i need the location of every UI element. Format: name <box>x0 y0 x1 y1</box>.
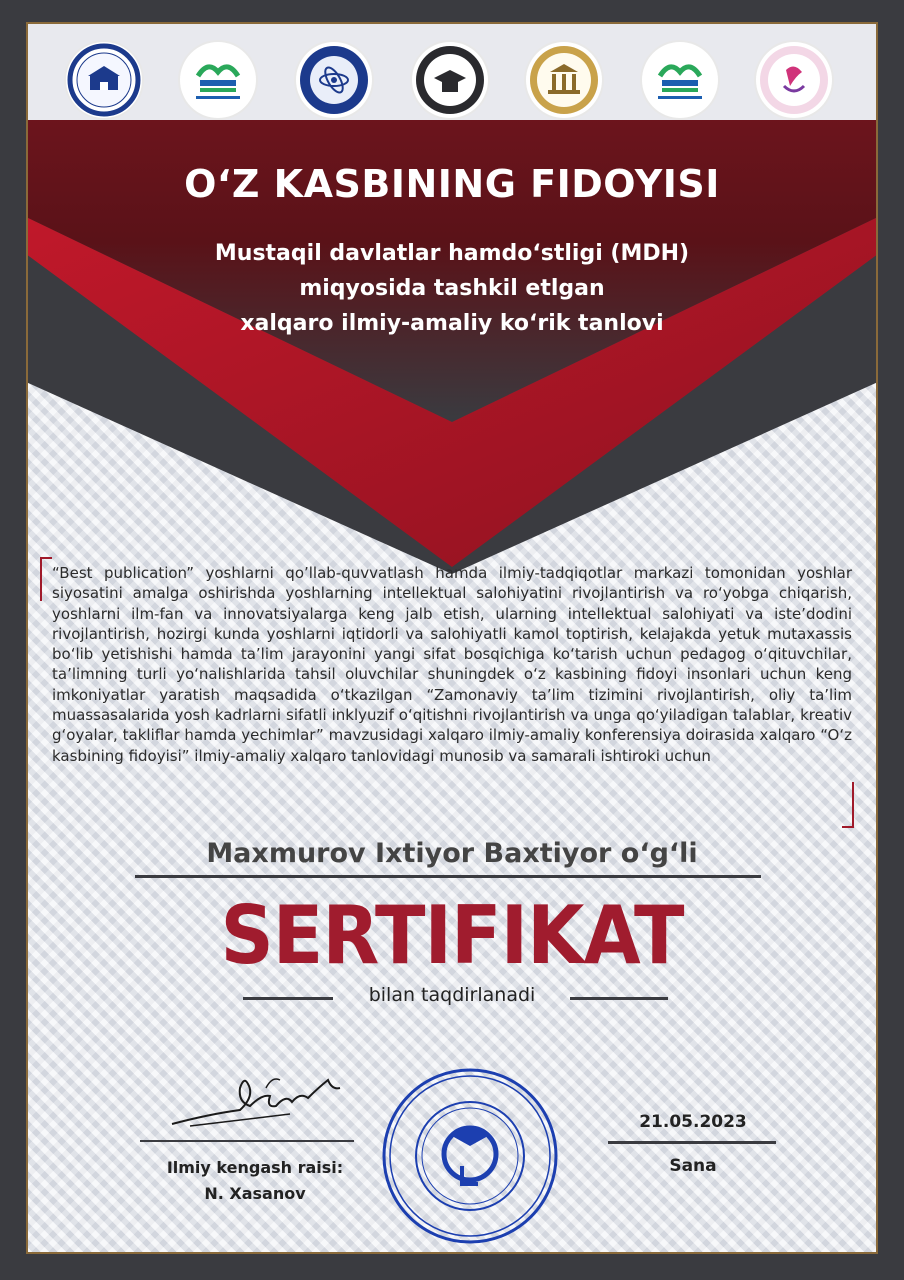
logo-row <box>26 40 878 120</box>
science-emblem-icon <box>296 42 372 118</box>
certificate-body-text: “Best publication” yoshlarni qo’llab-quvvatlash hamda ilmiy-tadqiqotlar markazi tomonidan yoshlar siyosatini amalga oshirishda yoshlarning intellektual salohiyatini rivojlantirish va ro‘yobga chiqarish, yoshlarni ilm-fan va innovatsiyalarga keng jalb etish, ularning intellektual salohiyati va iste’dodini rivojlantirish, hozirgi kunda yoshlarni iqtidorli va salohiyatli kamol toptirish, kelajakda yetuk mutaxassis bo‘lib yetishishi hamda ta’lim jarayonini yangi sifat bosqichiga ko‘tarish uchun pedagog o‘qituvchilar, ta’limning turli yo‘nalishlarida tahsil oluvchilar shuningdek o‘z kasbining fidoyi insonlari uchun keng imkoniyatlar yaratish maqsadida o‘tkazilgan “Zamonaviy ta’lim tizimini rivojlantirish, oliy ta’lim muassasalarida yosh kadrlarni sifatli inklyuzif o‘qitishni rivojlantirish va unga qo‘yiladigan talablar, kreativ g‘oyalar, takliflar hamda yechimlar” mavzusidagi xalqaro ilmiy-amaliy konferensiya doirasida xalqaro “O‘z kasbining fidoyisi” ilmiy-amaliy xalqaro tanlovidagi munosib va samarali ishtiroki uchun <box>52 564 852 765</box>
recipient-name: Maxmurov Ixtiyor Baxtiyor o‘g‘li <box>206 838 698 869</box>
tadbirkor-ayol-icon <box>756 42 832 118</box>
yoshlar-ittifoqi-icon <box>642 42 718 118</box>
signature-line <box>140 1140 354 1142</box>
columns-building-icon <box>526 42 602 118</box>
official-stamp <box>380 1066 560 1246</box>
signatory-name: N. Xasanov <box>204 1184 306 1203</box>
certificate-title: O‘Z KASBINING FIDOYISI <box>184 162 720 206</box>
recipient-underline <box>135 875 761 878</box>
date-underline <box>608 1141 776 1144</box>
graduation-cap-icon <box>412 42 488 118</box>
subtitle-line-1: Mustaqil davlatlar hamdo‘stligi (MDH) <box>214 241 690 266</box>
award-text: bilan taqdirlanadi <box>368 984 536 1006</box>
text-bracket-left <box>40 557 52 601</box>
certificate-heading: SERTIFIKAT <box>220 889 684 983</box>
issue-date: 21.05.2023 <box>639 1112 747 1132</box>
subtitle-line-3: xalqaro ilmiy-amaliy ko‘rik tanlovi <box>240 311 664 336</box>
handwritten-signature <box>170 1066 360 1136</box>
yoshlar-ittifoqi-icon <box>180 42 256 118</box>
university-building-icon <box>66 42 142 118</box>
text-bracket-right <box>842 782 854 828</box>
signatory-role: Ilmiy kengash raisi: <box>166 1158 344 1177</box>
subtitle-line-2: miqyosida tashkil etlgan <box>299 276 605 301</box>
date-label: Sana <box>669 1156 717 1176</box>
award-line-right <box>570 997 668 1000</box>
